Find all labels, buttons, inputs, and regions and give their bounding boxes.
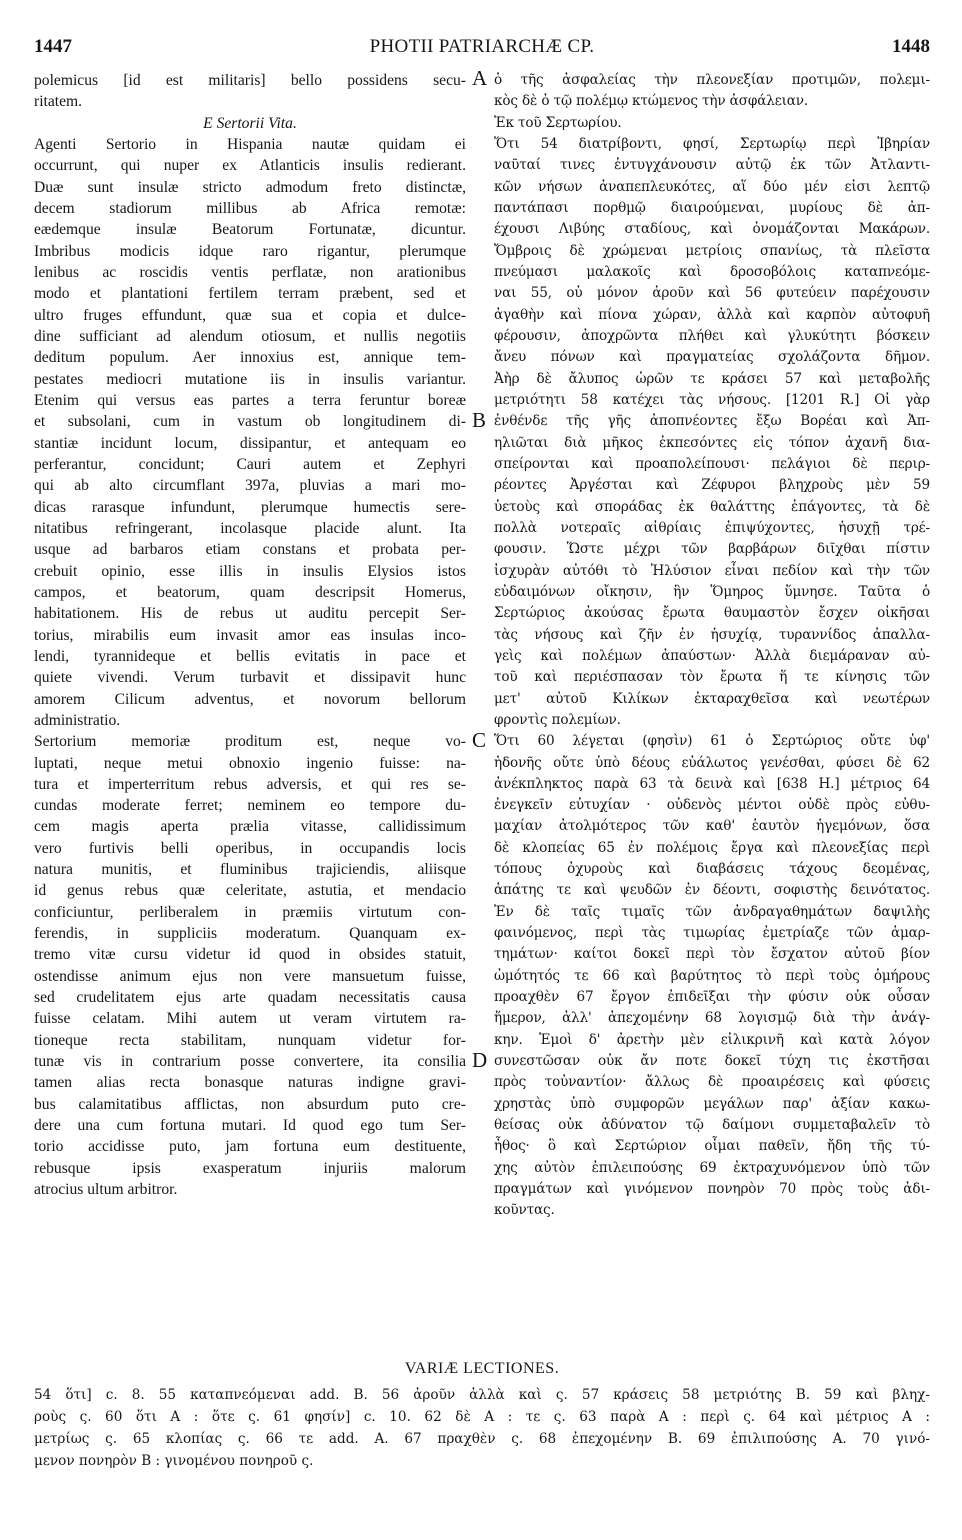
- latin-text-line: campos, et beatorum, quam descripsit Homerus,: [34, 583, 466, 601]
- latin-text-line: torius, mirabilis eum invasit amor eas insulas inco-: [34, 626, 466, 644]
- variae-lectiones: [34, 1384, 930, 1472]
- greek-text-line: ὠμότητός τε 66 καὶ βαρύτητος τὸ περὶ τοὺς ὁμήρους: [494, 967, 930, 984]
- greek-text-line: ἄνευ πόνων καὶ πραγματείας σχολάζοντα δῆμον.: [494, 349, 930, 366]
- latin-text-line: pestates mediocri mutatione iis in insulis variantur.: [34, 370, 466, 388]
- latin-text-line: Agenti Sertorio in Hispania nautæ quidam ei: [34, 135, 466, 153]
- latin-text-line: nitatibus refringerant, incolasque placide alunt. Ita: [34, 519, 466, 537]
- latin-text-line: perferantur, concidunt; Cauri autem et Zephyri: [34, 455, 466, 473]
- greek-text-line: ἀνέκπληκτος παρὰ 63 τὰ δεινὰ καὶ [638 H.] μέτριος 64: [494, 775, 930, 792]
- greek-text-line: πραγμάτων καὶ γινόμενον πονηρὸν 70 πρὸς τοὺς ἀδι-: [494, 1181, 930, 1198]
- greek-text-line: φουσιν. Ὥστε μέχρι τῶν βαρβάρων διῖχθαι πίστιν: [494, 541, 930, 558]
- latin-text-line: fuisse celatam. Mihi autem ut veram virtutem ra-: [34, 1010, 466, 1028]
- margin-letter-d: D: [472, 1048, 488, 1072]
- latin-text-line: Duæ sunt insulæ stricto admodum freto distinctæ,: [34, 178, 466, 196]
- latin-text-line: lenibus ac roscidis ventis perflatæ, non arationibus: [34, 263, 466, 281]
- latin-text-line: ostendisse animum ejus non vere mansuetum fuisse,: [34, 967, 466, 985]
- latin-text-line: Sertorium memoriæ proditum est, neque vo-: [34, 733, 466, 751]
- greek-text-line: Ὅτι 60 λέγεται (φησὶν) 61 ὁ Σερτώριος οὔτε ὑφ': [494, 733, 930, 750]
- latin-text-line: cem magis aperta prælia vitasse, callidissimum: [34, 818, 466, 836]
- latin-text-line: quiete vivendi. Verum turbavit et dissipavit hunc: [34, 669, 466, 687]
- greek-column: [494, 70, 930, 1222]
- latin-text-line: crebuit opinio, esse illis in insulis Elysios istos: [34, 562, 466, 580]
- greek-text-line: μαχίαν ἀτολμότερος τῶν καθ' ἑαυτὸν ἡγεμόνων, ὅσα: [494, 818, 930, 835]
- greek-text-line: πολλὰ νοτεραῖς αἰθρίαις ἐπιψύχοντες, ἡσυχῇ τρέ-: [494, 519, 930, 536]
- latin-text-line: Etenim qui versus eas partes a terra feruntur boreæ: [34, 391, 466, 409]
- greek-text-line: ἥμερον, ἀλλ' ἀπεχομένην 68 λογισμῷ διὰ τὴν ἀνάγ-: [494, 1010, 930, 1027]
- latin-text-line: occurrunt, qui nuper ex Atlanticis insulis redierant.: [34, 157, 466, 175]
- greek-text-line: ὑετοὺς καὶ σποράδας ἐκ θαλάττης ἐπάγοντες, τὰ δὲ: [494, 498, 930, 515]
- variant-reading-line: ροὺς ς. 60 ὅτι A : ὅτε ς. 61 φησίν] c. 10. 62 δὲ A : τε ς. 63 παρὰ A : περὶ ς. 64 καὶ μέτριος A :: [34, 1409, 930, 1425]
- greek-text-line: κῶν νήσων ἀναπεπλευκότες, αἵ δύο μέν εἰσι λεπτῷ: [494, 178, 930, 195]
- greek-text-line: πνεύμασι μαλακοῖς καὶ δροσοβόλοις καταπνεόμε-: [494, 263, 930, 280]
- latin-text-line: tunæ vis in contrarium posse convertere, ita consilia: [34, 1053, 466, 1071]
- latin-text-line: qui ab alto circumflant 397a, pluvias a mari mo-: [34, 477, 466, 495]
- greek-text-line: ἀγαθὴν καὶ πίονα χώραν, ἀλλὰ καὶ καρπὸν αὐτοφυῆ: [494, 306, 930, 323]
- latin-text-line: et subsolani, cum in vastum ob longitudinem di-: [34, 413, 466, 431]
- latin-text-line: tura et imperterritum rebus adversis, et qui res se-: [34, 775, 466, 793]
- variant-reading-line: μενον πονηρὸν B : γινομένου πονηροῦ ς.: [34, 1453, 314, 1469]
- greek-text-line: πρὸς τοὐναντίον· ἄλλως δὲ προαιρέσεις καὶ φύσεις: [494, 1074, 930, 1091]
- latin-text-line: dere una cum fortuna mutari. Id quod ego tum Ser-: [34, 1117, 466, 1135]
- latin-text-line: rebusque ipsis exasperatum injuriis malorum: [34, 1159, 466, 1177]
- greek-text-line: κοῦντας.: [494, 1202, 555, 1219]
- latin-text-line: bus calamitatibus afflictas, non absurdum puto cre-: [34, 1095, 466, 1113]
- greek-text-line: Ἐκ τοῦ Σερτωρίου.: [494, 114, 622, 131]
- greek-text-line: κην. Ἐμοὶ δ' ἀρετὴν μὲν εἰλικρινῆ καὶ κατὰ λόγον: [494, 1031, 930, 1048]
- greek-text-line: ρέοντες Ἀργέσται καὶ Ζέφυροι βληχροὺς μὲν 59: [494, 477, 930, 494]
- margin-letter-b: B: [472, 408, 487, 432]
- latin-text-line: cundas moderate ferret; neminem eo tempore du-: [34, 797, 466, 815]
- greek-text-line: μετριότητι 58 κατέχει τὰς νήσους. [1201 R.] Οἱ γὰρ: [494, 391, 930, 408]
- latin-text-line: ferendis, in suppliciis moderatum. Quanquam ex-: [34, 925, 466, 943]
- latin-text-line: E Sertorii Vita.: [203, 114, 297, 132]
- page-header: [34, 36, 930, 60]
- latin-text-line: Imbribus modicis idque raro rigantur, plerumque: [34, 242, 466, 260]
- latin-text-line: natura munitis, et fluminibus trajiciendis, aliisque: [34, 861, 466, 879]
- latin-text-line: atrocius ultum arbitror.: [34, 1181, 178, 1199]
- latin-text-line: ultro fruges effundunt, quæ sua et copia et dulce-: [34, 306, 466, 324]
- greek-text-line: ναῦταί τινες ἐντυγχάνουσιν αὐτῷ ἐκ τῶν Ἀτλαντι-: [494, 157, 930, 174]
- greek-text-line: Ἀὴρ δὲ ἄλυπος ὡρῶν τε κράσει 57 καὶ μεταβολῆς: [494, 370, 930, 387]
- greek-text-line: ναι 55, οὐ μόνον ἀροῦν καὶ 56 φυτεύειν παρέχουσιν: [494, 285, 930, 302]
- latin-column: [34, 70, 466, 1200]
- greek-text-line: έχουσι Λιβύης σταδίους, καὶ ὀνομάζονται Μακάρων.: [494, 221, 930, 238]
- page-number-right: 1448: [892, 36, 930, 57]
- page-number-left: 1447: [34, 36, 72, 57]
- greek-text-line: εὐδαιμόνων οἴκησιν, ἣν Ὅμηρος ὕμνησε. Ταῦτα ὁ: [494, 583, 930, 600]
- latin-text-line: vero furtivis belli operibus, in occupandis locis: [34, 839, 466, 857]
- latin-text-line: habitationem. His de rebus ut auditu percepit Ser-: [34, 605, 466, 623]
- margin-letter-c: C: [472, 728, 487, 752]
- greek-text-line: ὁ τῆς ἀσφαλείας τὴν πλεονεξίαν προτιμῶν, πολεμι-: [494, 72, 930, 88]
- latin-text-line: tremo vitæ cursu videtur id quod in obsides statuit,: [34, 946, 466, 964]
- greek-text-line: φροντὶς πολεμίων.: [494, 711, 621, 728]
- greek-text-line: τόπους ὀχυροὺς καὶ διαβάσεις τάχους δεομένας,: [494, 861, 930, 878]
- variant-reading-line: 54 ὅτι] c. 8. 55 καταπνεόμεναι add. B. 56 ἀροῦν ἀλλὰ καὶ ς. 57 κράσεις 58 μετριότης B. 59 καὶ βληχ-: [34, 1387, 930, 1403]
- greek-text-line: τημάτων· καίτοι δοκεῖ περὶ τὸν ἔσχατον αὐτοῦ βίον: [494, 946, 930, 963]
- greek-text-line: ἐνεγκεῖν εὐτυχίαν · οὐδενὸς μέντοι οὐδὲ πρὸς εὐθυ-: [494, 797, 930, 814]
- greek-text-line: ἡδονῆς οὔτε ὑπὸ δέους εὐάλωτος γενέσθαι, φύσει δὲ 62: [494, 754, 930, 771]
- greek-text-line: ἰσχυρὰν αὐτόθι τὸ Ἠλύσιον εἶναι πεδίον καὶ τὴν τῶν: [494, 562, 930, 579]
- variae-lectiones-title: VARIÆ LECTIONES.: [404, 1360, 560, 1377]
- margin-letter-a: A: [472, 66, 488, 90]
- latin-text-line: usque ad barbaros etiam constans et probata per-: [34, 541, 466, 559]
- greek-text-line: φέρουσιν, ἀποχρῶντα πλήθει καὶ γλυκύτητι βόσκειν: [494, 327, 930, 344]
- latin-text-line: administratio.: [34, 711, 121, 729]
- latin-text-line: sed crudelitatem ejus arte quadam necessitatis causa: [34, 989, 466, 1007]
- greek-text-line: ἐνθένδε τῆς γῆς ἀποπνέοντες ἔξω Βορέαι καὶ Ἀπ-: [494, 413, 930, 430]
- latin-text-line: stantiæ incidunt locum, dissipantur, et antequam eo: [34, 434, 466, 452]
- latin-text-line: dine sufficiant ad alendum otiosum, et nullis negotiis: [34, 327, 466, 345]
- greek-text-line: κὸς δὲ ὁ τῷ πολέμῳ κτώμενος τὴν ἀσφάλειαν.: [494, 93, 809, 110]
- greek-text-line: σπείρονται καὶ προαπολείπουσι· πελάγιοι δὲ περιρ-: [494, 455, 930, 472]
- greek-text-line: δὲ κλοπείας 65 ἐν πολέμοις ἔργα καὶ πλεονεξίας περὶ: [494, 839, 930, 856]
- greek-text-line: γεὶς καὶ πολέμων ἀπαύστων· Ἀλλὰ διεμάραναν αὐ-: [494, 647, 930, 664]
- greek-text-line: παντάπασι πορθμῷ διαιρούμεναι, μυρίους δὲ ἀπ-: [494, 199, 930, 216]
- latin-text-line: tamen alias recta bonasque naturas indigne gravi-: [34, 1074, 466, 1092]
- greek-text-line: θείσας οὐκ ἀδύνατον τῷ δαίμονι συμμεταβαλεῖν τὸ: [494, 1117, 930, 1134]
- greek-text-line: ἦθος· ὃ καὶ Σερτώριον οἶμαι παθεῖν, ἤδη τῆς τύ-: [494, 1138, 930, 1155]
- running-title: PHOTII PATRIARCHÆ CP.: [369, 36, 595, 57]
- greek-text-line: τοῦ καὶ περιέσπασαν τὸν ἔρωτα ἥ τε κίνησις τῶν: [494, 669, 930, 686]
- greek-text-line: Ὅτι 54 διατρίβοντι, φησί, Σερτωρίῳ περὶ Ἰβηρίαν: [494, 135, 930, 152]
- greek-text-line: Ὄμβροις δὲ χρώμεναι μετρίοις σπανίως, τὰ πλεῖστα: [494, 242, 930, 259]
- latin-text-line: luptati, neque metui obnoxio ingenio fuisse: na-: [34, 754, 466, 772]
- greek-text-line: συνεστῶσαν οὐκ ἄν ποτε δοκεῖ τύχη τις ἐκστῆσαι: [494, 1053, 930, 1070]
- greek-text-line: μετ' αὐτοῦ Κιλίκων ἐκταραχθεῖσα καὶ νεωτέρων: [494, 690, 930, 707]
- latin-text-line: dicas rarasque infundunt, plerumque humectis sere-: [34, 498, 466, 516]
- latin-text-line: polemicus [id est militaris] bello possidens secu-: [34, 72, 466, 89]
- greek-text-line: προαχθὲν 67 ἔργον ἐπιδεῖξαι τὴν φύσιν οὐκ οὖσαν: [494, 989, 930, 1006]
- latin-text-line: ritatem.: [34, 93, 83, 111]
- greek-text-line: χης αὐτὸν ἐπιλειπούσης 69 ἐκτραχυνόμενον ὑπὸ τῶν: [494, 1159, 930, 1176]
- greek-text-line: χρηστὰς ὑπὸ συμφορῶν μεγάλων παρ' ἀξίαν κακω-: [494, 1095, 930, 1112]
- latin-text-line: eædemque insulæ Beatorum Fortunatæ, dicuntur.: [34, 221, 466, 239]
- variant-reading-line: μετρίως ς. 65 κλοπίας ς. 66 τε add. A. 67 πραχθὲν ς. 68 ἐπεχομένην B. 69 ἐπιλιπούσης A. 70 γινό-: [34, 1431, 930, 1447]
- greek-text-line: Ἐν δὲ ταῖς τιμαῖς τῶν ἀνδραγαθημάτων δαψιλὴς: [494, 903, 930, 920]
- greek-text-line: ἀπάτης τε καὶ ψευδῶν ἐν δέοντι, σοφιστὴς δεινότατος.: [494, 882, 930, 899]
- latin-text-line: modo et plantationi fertilem terram præbent, sed et: [34, 285, 466, 303]
- latin-text-line: id genus rebus quæ celeritate, astutia, et mendacio: [34, 882, 466, 900]
- latin-text-line: decem stadiorum millibus ab Africa remotæ:: [34, 199, 466, 217]
- latin-text-line: deditum populum. Aer innoxius est, annique tem-: [34, 349, 466, 367]
- latin-text-line: tioneque recta stabilitam, nunquam videtur for-: [34, 1031, 466, 1049]
- greek-text-line: φαινόμενος, περὶ τὰς τιμωρίας ἐμετρίαζε τῶν ἁμαρ-: [494, 925, 930, 942]
- latin-text-line: torio accidisse puto, jam fortuna eum destituente,: [34, 1138, 466, 1156]
- greek-text-line: Σερτώριος ἀκούσας ἔρωτα θαυμαστὸν ἔσχεν οἰκῆσαι: [494, 605, 930, 622]
- latin-text-line: amorem Cilicum adventus, et novorum bellorum: [34, 690, 466, 708]
- latin-text-line: conficiuntur, perliberalem in præmiis virtutum con-: [34, 903, 466, 921]
- greek-text-line: τὰς νήσους καὶ ζῆν ἐν ἡσυχίᾳ, τυραννίδος ἀπαλλα-: [494, 626, 930, 643]
- greek-text-line: ηλιῶται διὰ μῆκος ἐκπεσόντες εἰς τόπον ἀχανῆ δια-: [494, 434, 930, 451]
- latin-text-line: lendi, tyrannideque et bellis evitatis in pace et: [34, 647, 466, 665]
